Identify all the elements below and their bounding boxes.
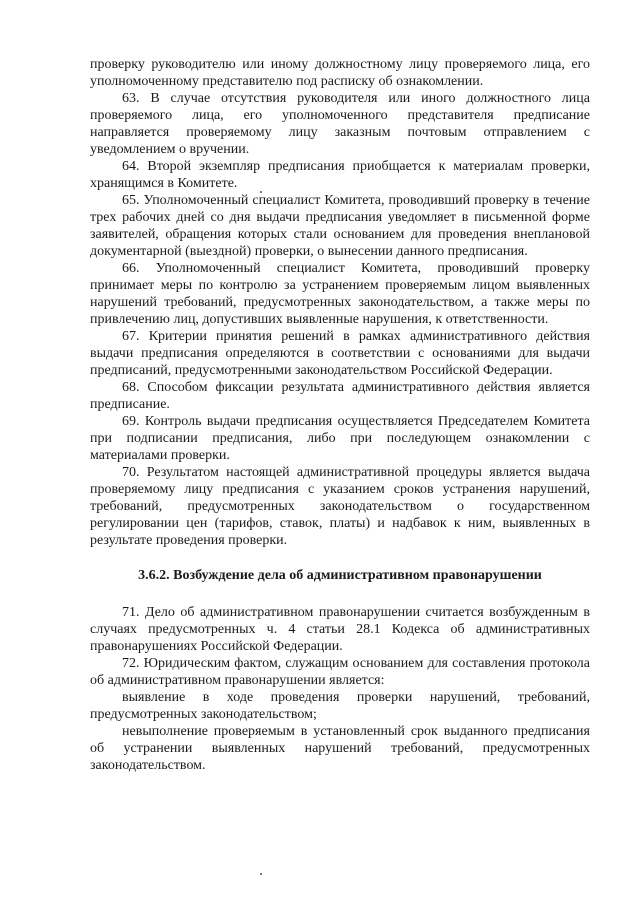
paragraph-66: 66. Уполномоченный специалист Комитета, проводивший проверку принимает меры по контролю за устранением проверяемым лицом выявленных нарушений требований, предусмотренных законодательством, а также меры по привлечению лиц, допустивших выявленные нарушения, к ответственности.: [90, 261, 590, 327]
paragraphs-before: [90, 56, 590, 549]
scan-speck: [260, 191, 262, 193]
paragraph-continuation: проверку руководителю или иному должностному лицу проверяемого лица, его уполномоченному представителю под расписку об ознакомлении.: [90, 57, 590, 89]
paragraph-69: 69. Контроль выдачи предписания осуществляется Председателем Комитета при подписании предписания, либо при последующем ознакомлении с материалами проверки.: [90, 414, 590, 463]
list-item-detection: выявление в ходе проведения проверки нарушений, требований, предусмотренных законодательством;: [90, 690, 590, 722]
paragraph-65: 65. Уполномоченный специалист Комитета, проводивший проверку в течение трех рабочих дней со дня выдачи предписания уведомляет в письменной форме заявителей, обращения которых стали основанием для проведения внеплановой документарной (выездной) проверки, о вынесении данного предписания.: [90, 193, 590, 259]
paragraph-68: 68. Способом фиксации результата административного действия является предписание.: [90, 380, 590, 412]
paragraph-72: 72. Юридическим фактом, служащим основанием для составления протокола об административном правонарушении является:: [90, 656, 590, 688]
paragraph-70: 70. Результатом настоящей административной процедуры является выдача проверяемому лицу предписания с указанием сроков устранения нарушений, требований, предусмотренных законодательством о государственном регулировании цен (тарифов, ставок, платы) и надбавок к ним, выявленных в результате проведения проверки.: [90, 465, 590, 548]
section-heading: 3.6.2. Возбуждение дела об административном правонарушении: [138, 568, 542, 583]
paragraph-63: 63. В случае отсутствия руководителя или иного должностного лица проверяемого лица, его уполномоченного представителя предписание направляется проверяемому лицу заказным почтовым отправлением с уведомлением о вручении.: [90, 91, 590, 157]
document-page: [90, 56, 590, 774]
paragraph-64: 64. Второй экземпляр предписания приобщается к материалам проверки, хранящимся в Комитете.: [90, 159, 590, 191]
paragraph-71: 71. Дело об административном правонарушении считается возбужденным в случаях предусмотренных ч. 4 статьи 28.1 Кодекса об административных правонарушениях Российской Федерации.: [90, 605, 590, 654]
paragraph-67: 67. Критерии принятия решений в рамках административного действия выдачи предписания определяются в соответствии с основаниями для выдачи предписаний, предусмотренными законодательством Российской Федерации.: [90, 329, 590, 378]
list-item-non-fulfillment: невыполнение проверяемым в установленный срок выданного предписания об устранении выявленных нарушений требований, предусмотренных законодательством.: [90, 724, 590, 773]
scan-speck: [260, 873, 262, 875]
paragraphs-after: [90, 604, 590, 774]
